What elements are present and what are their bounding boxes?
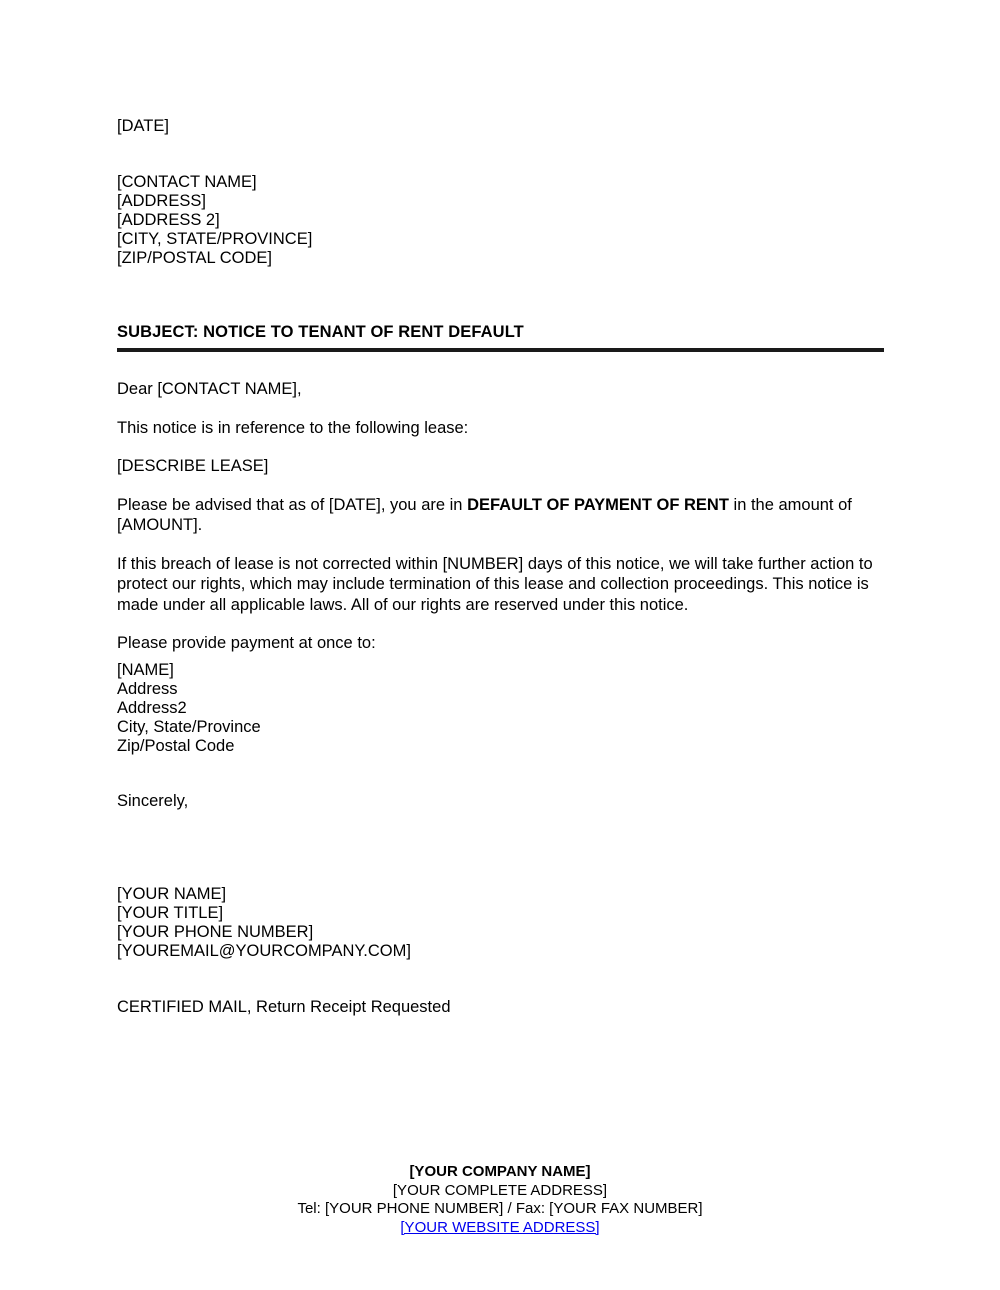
recipient-address-1: [ADDRESS] [117, 192, 206, 210]
recipient-city-state: [CITY, STATE/PROVINCE] [117, 230, 313, 248]
recipient-address-block [117, 173, 312, 268]
signature-block [117, 885, 411, 961]
footer-company-name: [YOUR COMPANY NAME] [409, 1163, 591, 1180]
closing-salutation: Sincerely, [117, 792, 189, 810]
footer-contact: Tel: [YOUR PHONE NUMBER] / Fax: [YOUR FAX NUMBER] [297, 1200, 703, 1217]
letter-body [117, 379, 884, 654]
recipient-postal-code: [ZIP/POSTAL CODE] [117, 249, 272, 267]
signer-title: [YOUR TITLE] [117, 904, 224, 922]
subject-divider [117, 348, 884, 352]
delivery-note-block [117, 998, 451, 1017]
subject-line: SUBJECT: NOTICE TO TENANT OF RENT DEFAULT [117, 323, 524, 341]
recipient-contact-name: [CONTACT NAME] [117, 173, 257, 191]
remit-postal-code: Zip/Postal Code [117, 737, 235, 755]
page-footer [0, 1163, 1000, 1237]
lease-description: [DESCRIBE LEASE] [117, 457, 269, 475]
remit-address-block [117, 661, 261, 756]
recipient-address-2: [ADDRESS 2] [117, 211, 220, 229]
footer-address: [YOUR COMPLETE ADDRESS] [392, 1181, 608, 1199]
delivery-note: CERTIFIED MAIL, Return Receipt Requested [117, 998, 451, 1016]
reference-paragraph: This notice is in reference to the following lease: [117, 418, 469, 437]
payment-instruction: Please provide payment at once to: [117, 634, 376, 652]
remit-name: [NAME] [117, 661, 174, 679]
signer-name: [YOUR NAME] [117, 885, 227, 903]
salutation: Dear [CONTACT NAME], [117, 380, 302, 398]
remit-address-1: Address [117, 680, 178, 698]
footer-website-link[interactable]: [YOUR WEBSITE ADDRESS] [400, 1218, 600, 1236]
default-notice-emphasis: DEFAULT OF PAYMENT OF RENT [467, 495, 729, 514]
letter-date: [DATE] [117, 117, 169, 135]
remit-city-state: City, State/Province [117, 718, 261, 736]
default-notice-paragraph [117, 495, 884, 536]
closing-block [117, 792, 188, 811]
default-notice-prefix: Please be advised that as of [DATE], you are in [117, 495, 468, 514]
remit-address-2: Address2 [117, 699, 187, 717]
signer-phone: [YOUR PHONE NUMBER] [117, 923, 314, 941]
default-notice-suffix: in the amount of [AMOUNT]. [117, 495, 852, 534]
subject-block [117, 322, 884, 352]
date-block [117, 117, 169, 136]
footer-website-line [0, 1219, 1000, 1238]
breach-paragraph: If this breach of lease is not corrected within [NUMBER] days of this notice, we will take further action to protect our rights, which may include termination of this lease and collection proceedings. This notice is made under all applicable laws. All of our rights are reserved under this notice. [117, 554, 873, 614]
signer-email: [YOUREMAIL@YOURCOMPANY.COM] [117, 942, 411, 960]
